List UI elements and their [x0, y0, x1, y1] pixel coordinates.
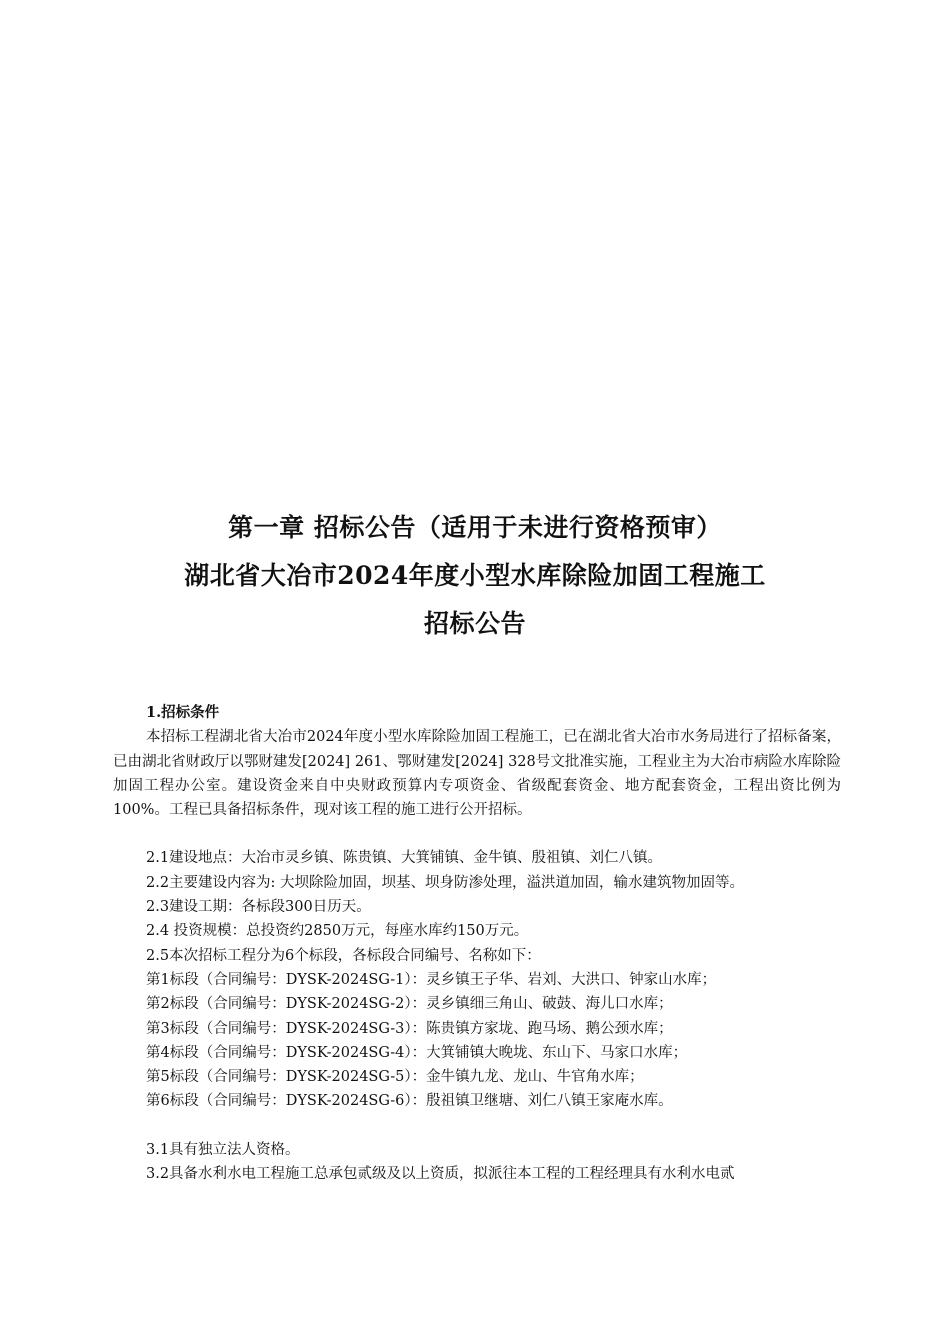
- paragraph-gap: [113, 1114, 841, 1138]
- section-3-line: 3.2具备水利水电工程施工总承包贰级及以上资质，拟派往本工程的工程经理具有水利水电贰: [146, 1166, 735, 1183]
- title-block: [0, 504, 950, 648]
- document-body: [113, 701, 841, 1186]
- section-1-paragraph: 本招标工程湖北省大冶市2024年度小型水库除险加固工程施工，已在湖北省大冶市水务局进行了招标备案，已由湖北省财政厅以鄂财建发[2024] 261、鄂财建发[2024] 328号文批准实施，工程业主为大冶市病险水库除险加固工程办公室。建设资金来自中央财政预算内专项资金、省级配套资金、地方配套资金，工程出资比例为100%。工程已具备招标条件，现对该工程的施工进行公开招标。: [113, 729, 841, 819]
- lot-line: 第2标段（合同编号：DYSK-2024SG-2）：灵乡镇细三角山、破鼓、海儿口水库；: [146, 996, 673, 1013]
- section-2-line: 2.4 投资规模：总投资约2850万元，每座水库约150万元。: [146, 923, 529, 940]
- lot-line: 第6标段（合同编号：DYSK-2024SG-6）：殷祖镇卫继塘、刘仁八镇王家庵水库。: [146, 1093, 673, 1110]
- section-2-line: 2.3建设工期：各标段300日历天。: [146, 899, 371, 916]
- section-1-heading: 1.招标条件: [146, 704, 220, 721]
- lot-line: 第4标段（合同编号：DYSK-2024SG-4）：大箕铺镇大晚垅、东山下、马家口水库；: [146, 1044, 688, 1061]
- section-2-line: 2.1建设地点：大冶市灵乡镇、陈贵镇、大箕铺镇、金牛镇、殷祖镇、刘仁八镇。: [146, 850, 663, 867]
- project-title: 湖北省大冶市2024年度小型水库除险加固工程施工: [184, 561, 766, 590]
- section-2-line: 2.2主要建设内容为: 大坝除险加固，坝基、坝身防渗处理，溢洪道加固，输水建筑物加固等。: [146, 874, 745, 891]
- notice-title: 招标公告: [423, 609, 526, 638]
- lot-line: 第3标段（合同编号：DYSK-2024SG-3）：陈贵镇方家垅、跑马场、鹅公颈水库；: [146, 1020, 673, 1037]
- lot-line: 第5标段（合同编号：DYSK-2024SG-5）：金牛镇九龙、龙山、牛官角水库；: [146, 1069, 644, 1086]
- chapter-title: 第一章 招标公告（适用于未进行资格预审）: [228, 513, 722, 542]
- section-2-line: 2.5本次招标工程分为6个标段，各标段合同编号、名称如下：: [146, 947, 541, 964]
- lot-line: 第1标段（合同编号：DYSK-2024SG-1）：灵乡镇王子华、岩刘、大洪口、钟家山水库；: [146, 971, 717, 988]
- paragraph-gap: [113, 822, 841, 846]
- section-3-line: 3.1具有独立法人资格。: [146, 1141, 300, 1158]
